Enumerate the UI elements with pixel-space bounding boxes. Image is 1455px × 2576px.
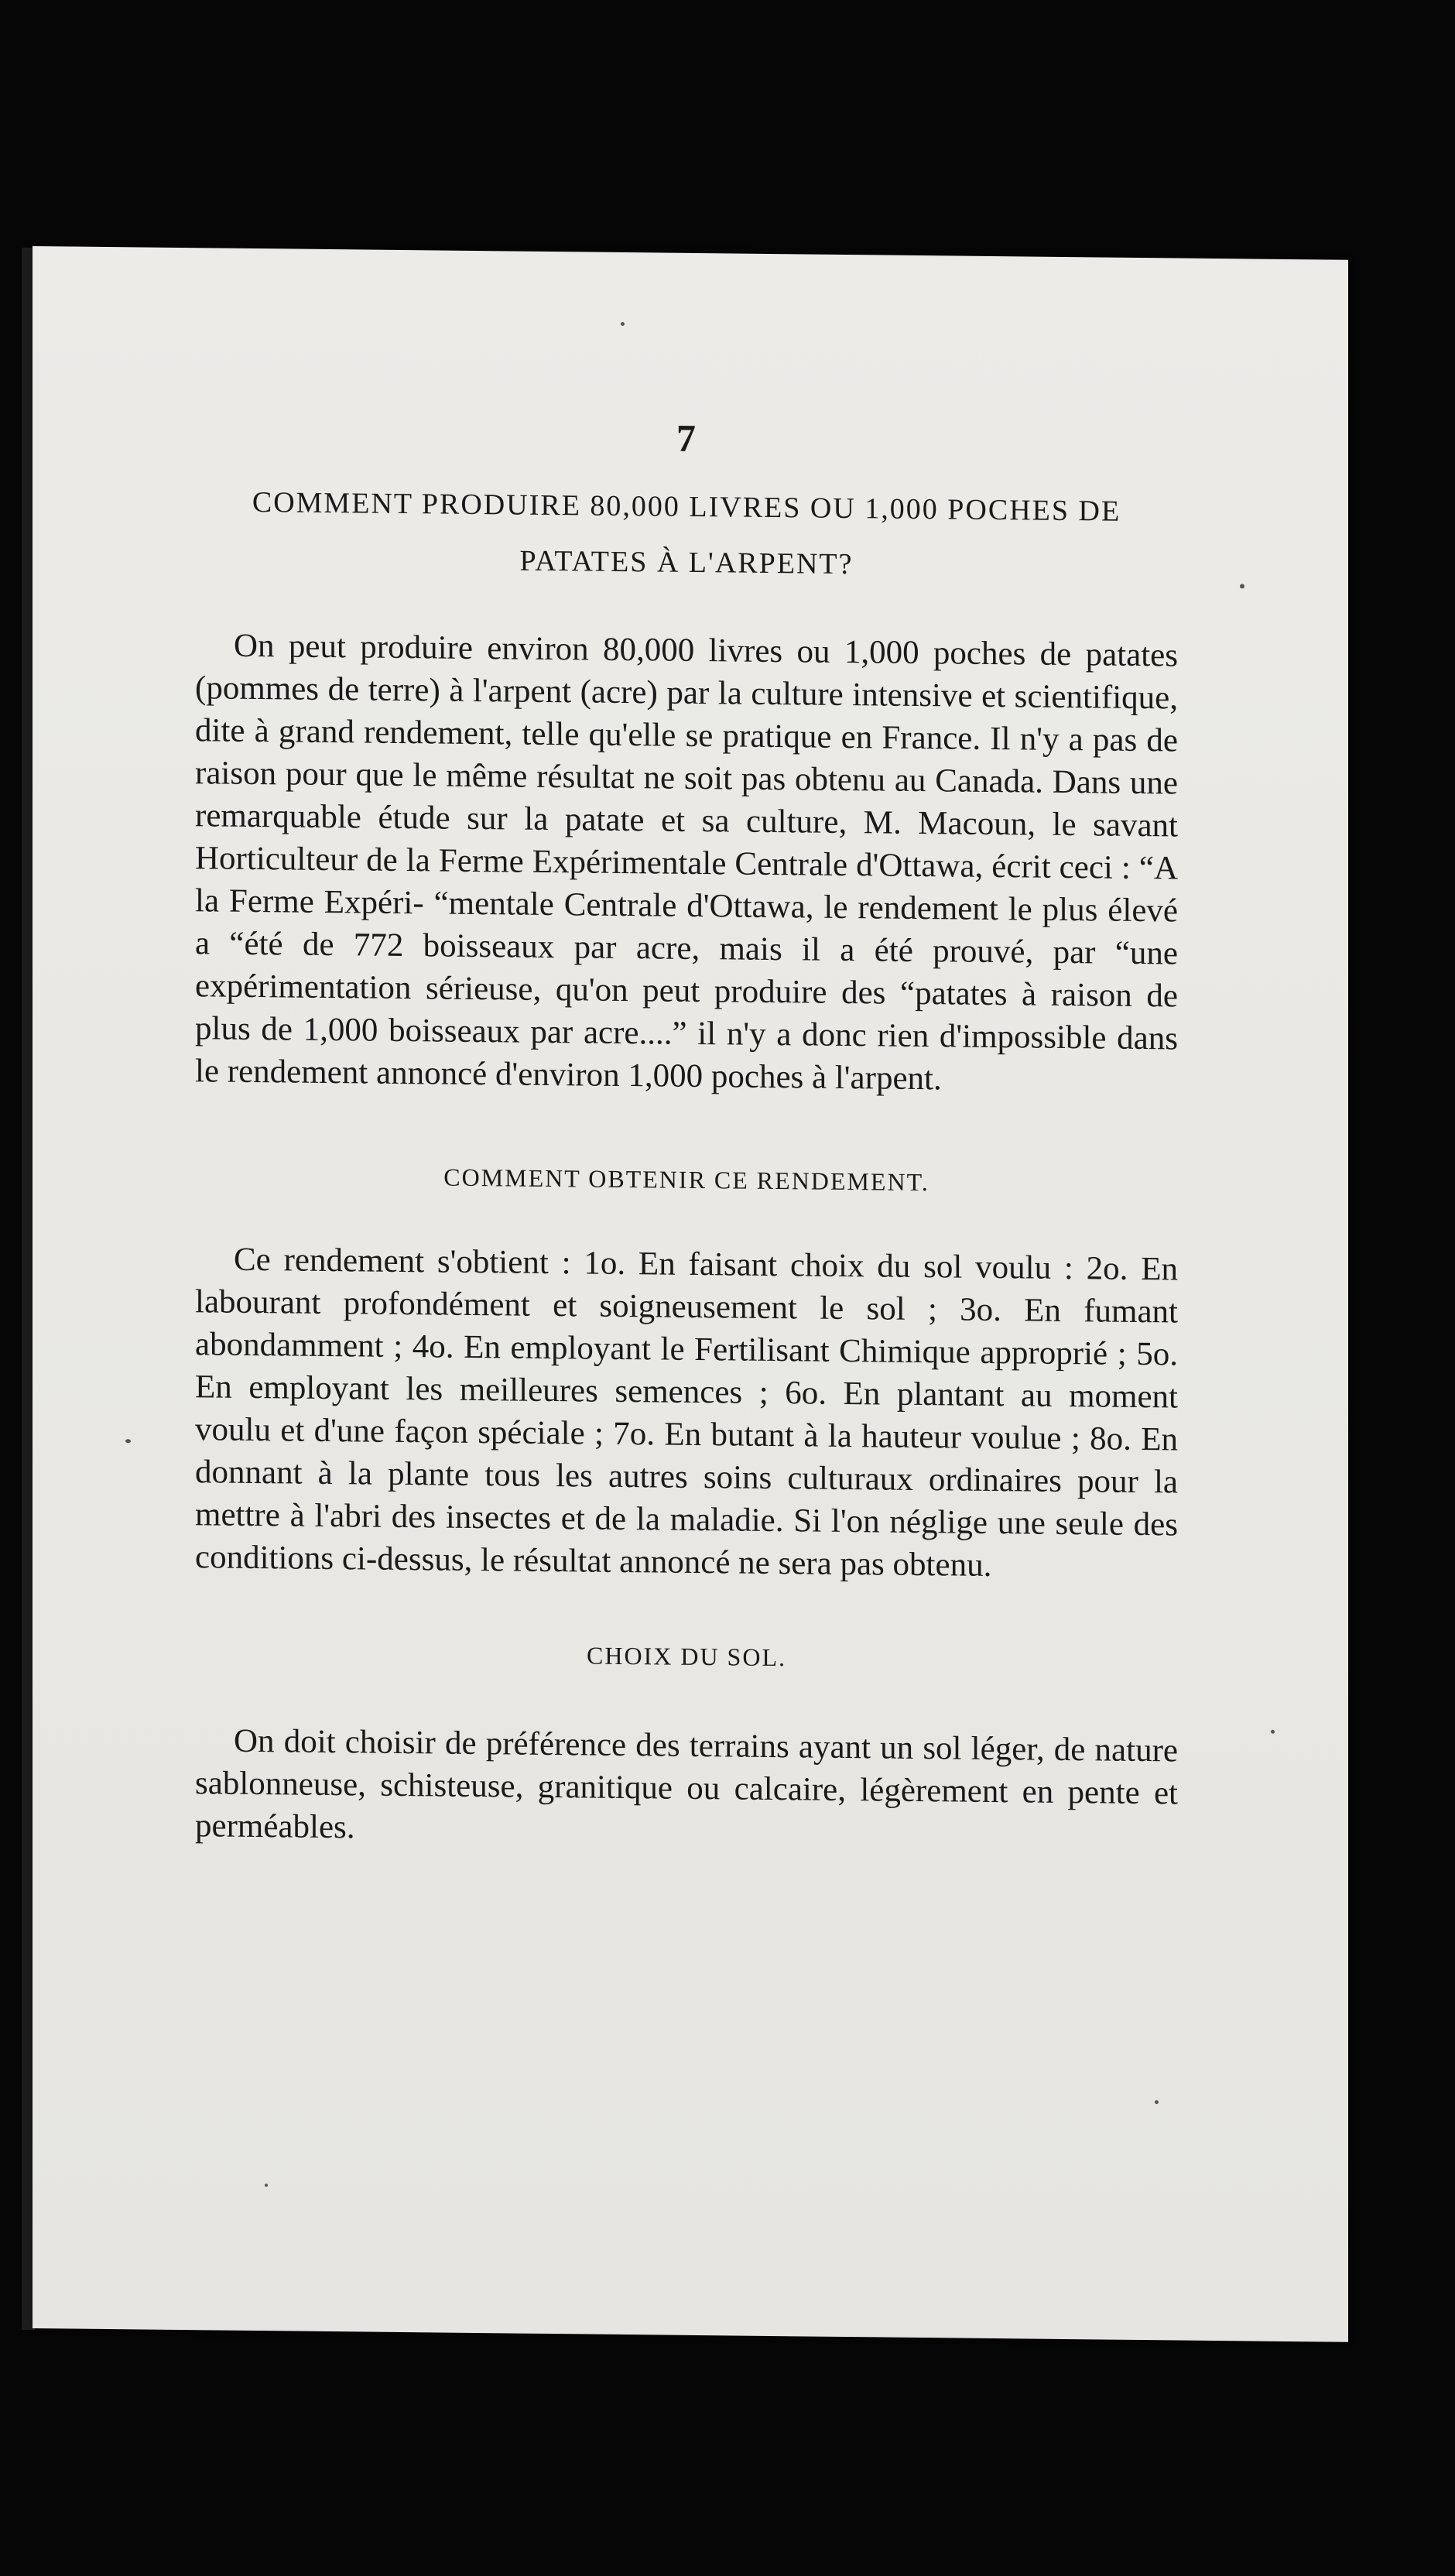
document-page xyxy=(33,246,1348,2342)
section-heading-production-line1: COMMENT PRODUIRE 80,000 LIVRES OU 1,000 POCHES DE xyxy=(252,485,1121,528)
paragraph-production: On peut produire environ 80,000 livres ou 1,000 poches de patates (pommes de terre) à l'arpent (acre) par la culture intensive et scientifique, dite à grand rendement, telle qu'elle se pratique en France. Il n'y a pas de raison pour que le même résultat ne soit pas obtenu au Canada. Dans une remarquable étude sur la patate et sa culture, M. Macoun, le savant Horticulteur de la Ferme Expérimentale Centrale d'Ottawa, écrit ceci : “A la Ferme Expéri- “mentale Centrale d'Ottawa, le rendement le plus élevé a “été de 772 boisseaux par acre, mais il a été prouvé, par “une expérimentation sérieuse, qu'on peut produire des “patates à raison de plus de 1,000 boisseaux par acre....” il n'y a donc rien d'impossible dans le rendement annoncé d'environ 1,000 poches à l'arpent. xyxy=(195,627,1178,1098)
page-number: 7 xyxy=(676,416,697,460)
paragraph-choix-du-sol: On doit choisir de préférence des terrains ayant un sol léger, de nature sablonneuse, schisteuse, granitique ou calcaire, légèrement en pente et perméables. xyxy=(195,1722,1178,1846)
section-heading-rendement: COMMENT OBTENIR CE RENDEMENT. xyxy=(443,1163,929,1197)
section-heading-production-line2: PATATES À L'ARPENT? xyxy=(519,544,854,581)
section-heading-choix-du-sol: CHOIX DU SOL. xyxy=(587,1641,786,1672)
page-content xyxy=(195,410,1178,1857)
paragraph-rendement: Ce rendement s'obtient : 1o. En faisant choix du sol voulu : 2o. En labourant profondément et soigneusement le sol ; 3o. En fumant abondamment ; 4o. En employant le Fertilisant Chimique approprié ; 5o. En employant les meilleures semences ; 6o. En plantant au moment voulu et d'une façon spéciale ; 7o. En butant à la hauteur voulue ; 8o. En donnant à la plante tous les autres soins culturaux ordinaires pour la mettre à l'abri des insectes et de la maladie. Si l'on néglige une seule des conditions ci-dessus, le résultat annoncé ne sera pas obtenu. xyxy=(195,1241,1178,1584)
